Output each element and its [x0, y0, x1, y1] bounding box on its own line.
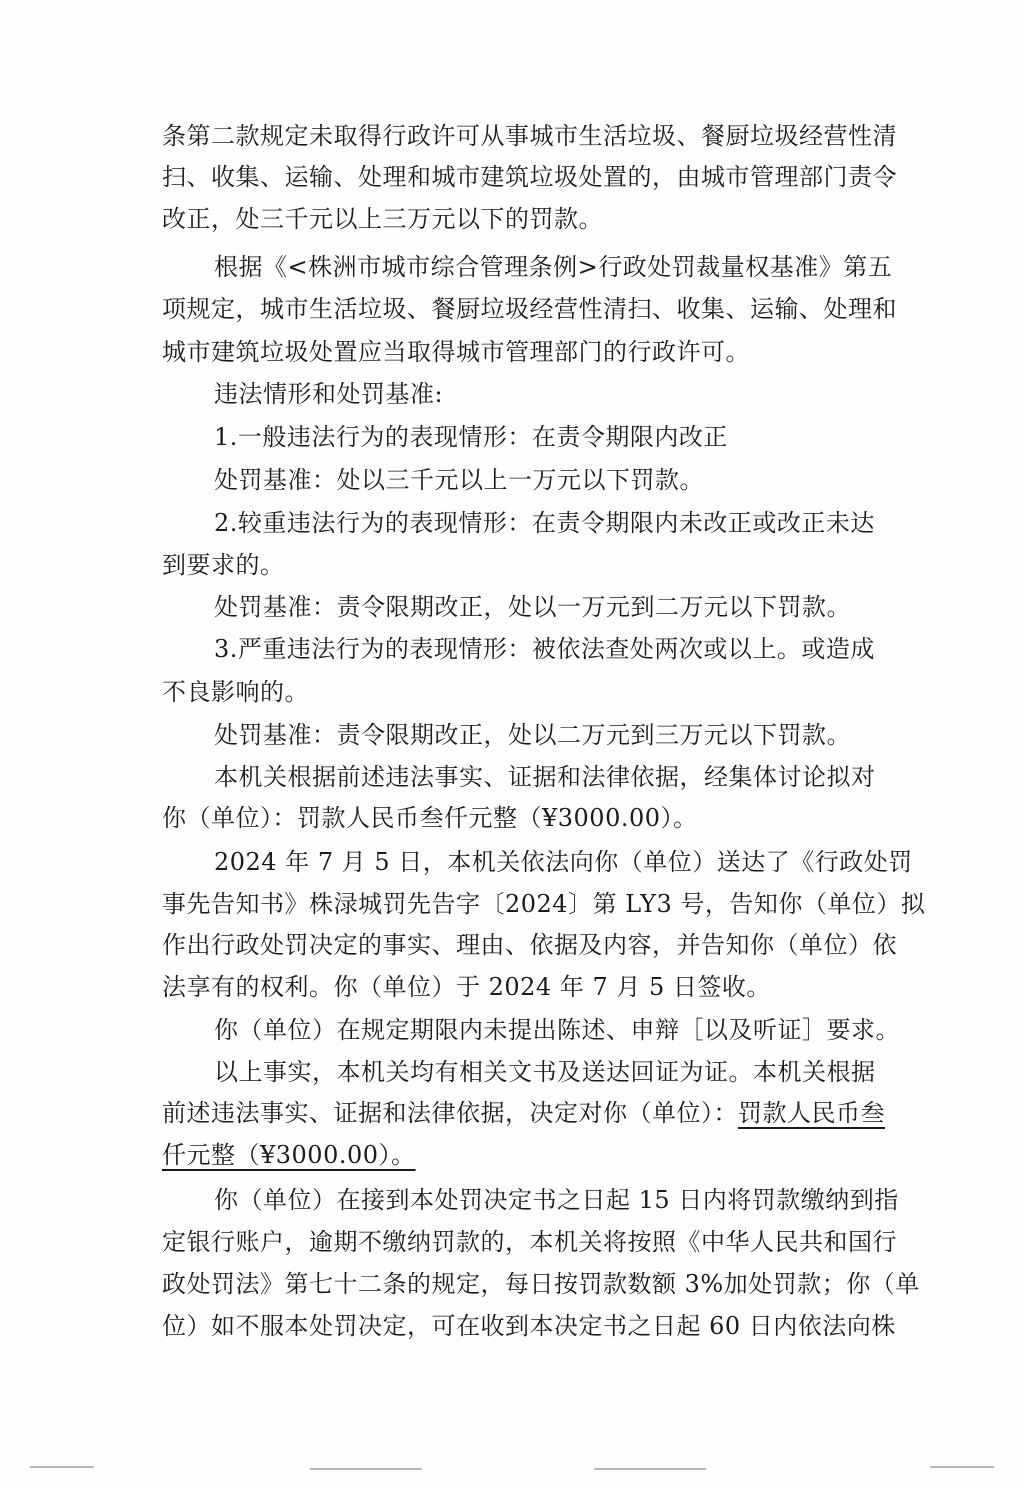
text-line: 城市建筑垃圾处置应当取得城市管理部门的行政许可。: [162, 338, 750, 366]
text-line: 根据《<株洲市城市综合管理条例>行政处罚裁量权基准》第五: [214, 253, 893, 281]
decision-text: 前述违法事实、证据和法律依据，决定对你（单位）：: [162, 1099, 738, 1127]
text-line: 扫、收集、运输、处理和城市建筑垃圾处置的，由城市管理部门责令: [162, 163, 897, 191]
text-line: 作出行政处罚决定的事实、理由、依据及内容，并告知你（单位）依: [162, 931, 897, 959]
text-line: 不良影响的。: [162, 678, 309, 706]
scan-artifact: [310, 1468, 422, 1470]
fine-amount-underlined: 罚款人民币叁: [738, 1099, 885, 1127]
text-line: 改正，处三千元以上三万元以下的罚款。: [162, 205, 603, 233]
text-line: 位）如不服本处罚决定，可在收到本决定书之日起 60 日内依法向株: [162, 1312, 896, 1340]
text-line: 你（单位）在规定期限内未提出陈述、申辩［以及听证］要求。: [214, 1016, 900, 1044]
text-line: 3.严重违法行为的表现情形：被依法查处两次或以上。或造成: [214, 635, 875, 663]
text-line: 你（单位）在接到本处罚决定书之日起 15 日内将罚款缴纳到指: [214, 1186, 899, 1214]
text-line: 处罚基准：处以三千元以上一万元以下罚款。: [214, 466, 704, 494]
text-line: 项规定，城市生活垃圾、餐厨垃圾经营性清扫、收集、运输、处理和: [162, 295, 897, 323]
text-line: 本机关根据前述违法事实、证据和法律依据，经集体讨论拟对: [214, 763, 876, 791]
fine-amount-underlined: 仟元整（¥3000.00）。: [162, 1141, 416, 1169]
text-line: 政处罚法》第七十二条的规定，每日按罚款数额 3%加处罚款；你（单: [162, 1270, 920, 1298]
text-line: 处罚基准：责令限期改正，处以二万元到三万元以下罚款。: [214, 721, 851, 749]
text-line: 事先告知书》株渌城罚先告字〔2024〕第 LY3 号，告知你（单位）拟: [162, 890, 926, 918]
scan-artifact: [594, 1468, 706, 1470]
text-line: 条第二款规定未取得行政许可从事城市生活垃圾、餐厨垃圾经营性清: [162, 122, 897, 150]
text-line: 你（单位）：罚款人民币叁仟元整（¥3000.00）。: [162, 804, 698, 832]
text-line: 法享有的权利。你（单位）于 2024 年 7 月 5 日签收。: [162, 973, 771, 1001]
text-line: 2024 年 7 月 5 日，本机关依法向你（单位）送达了《行政处罚: [214, 848, 913, 876]
scan-artifact: [930, 1466, 994, 1468]
scan-artifact: [30, 1466, 94, 1468]
text-line: 处罚基准：责令限期改正，处以一万元到二万元以下罚款。: [214, 593, 851, 621]
text-line: 定银行账户，逾期不缴纳罚款的，本机关将按照《中华人民共和国行: [162, 1228, 897, 1256]
text-line: 违法情形和处罚基准:: [214, 380, 444, 408]
text-line: 1.一般违法行为的表现情形：在责令期限内改正: [214, 423, 728, 451]
text-line: 2.较重违法行为的表现情形：在责令期限内未改正或改正未达: [214, 509, 875, 537]
text-line: [162, 1093, 885, 1133]
text-line: 到要求的。: [162, 551, 285, 579]
text-line: 以上事实，本机关均有相关文书及送达回证为证。本机关根据: [214, 1058, 876, 1086]
